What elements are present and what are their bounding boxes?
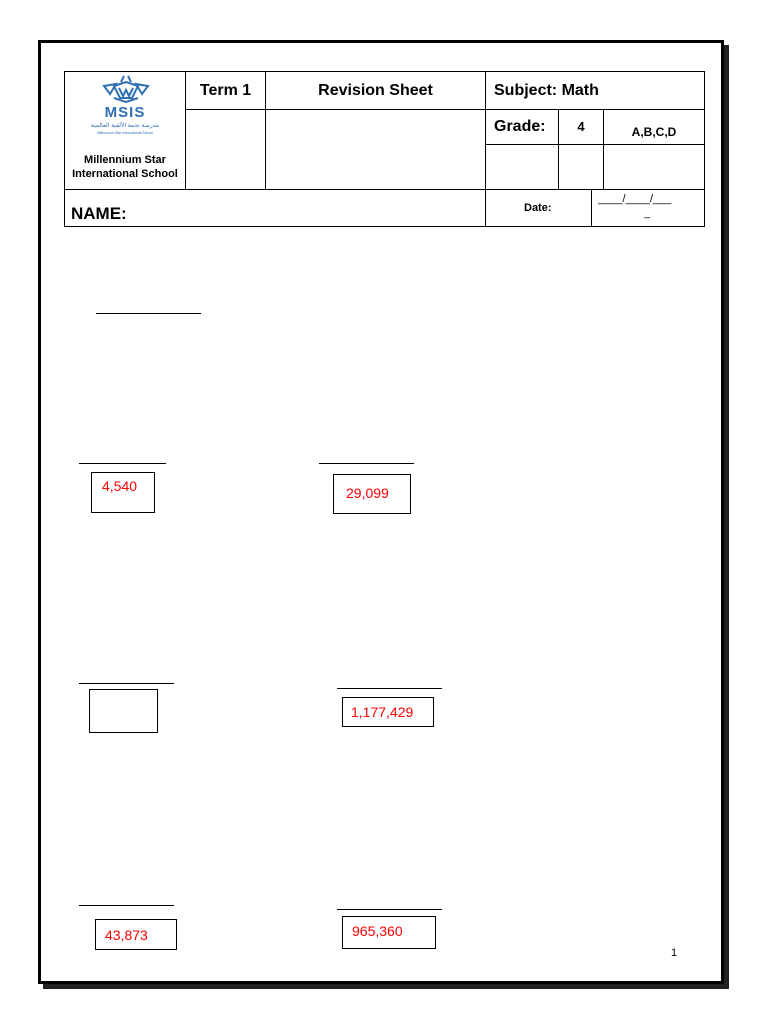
answer-value-5: 43,873: [105, 927, 148, 943]
logo-text: MSIS: [104, 104, 146, 121]
blank-line: [79, 463, 166, 464]
date-blank-line1: ____/____/___: [598, 193, 672, 205]
term-label: Term 1: [199, 82, 252, 99]
answer-value-6: 965,360: [352, 923, 403, 939]
blank-line: [337, 909, 442, 910]
term-cell: [185, 71, 266, 110]
subject-cell: [485, 71, 705, 110]
answer-box-1: [91, 472, 155, 513]
answer-value-1: 4,540: [102, 478, 138, 494]
answer-box-6: [342, 916, 436, 949]
school-name-line1: Millennium Star: [84, 154, 166, 166]
blank-line: [79, 683, 174, 684]
title-cell: [265, 71, 486, 110]
sections-cell: [603, 109, 705, 145]
grade-label: Grade:: [494, 118, 546, 135]
page-number: 1: [671, 947, 678, 959]
blank-line: [96, 313, 201, 314]
answer-box-5: [95, 919, 177, 950]
answer-value-2: 29,099: [346, 485, 389, 501]
answer-box-4: [342, 697, 434, 727]
blank-line: [319, 463, 414, 464]
logo-arabic-name: مدرسة نجمة الألفية العالمية: [90, 123, 160, 129]
blank-cell-3: [603, 144, 705, 190]
logo-cell: [64, 71, 186, 190]
blank-cell-2: [558, 144, 604, 190]
school-name-line2: International School: [72, 168, 178, 180]
name-label: NAME:: [71, 204, 127, 223]
blank-cell-1: [485, 144, 559, 190]
sections-value: A,B,C,D: [631, 125, 677, 139]
grade-value-cell: [558, 109, 604, 145]
grade-value: 4: [577, 119, 585, 134]
sheet-title: Revision Sheet: [318, 82, 433, 99]
date-blank-line2: _: [644, 207, 651, 219]
date-value-cell: [591, 189, 705, 227]
title-blank-cell: [265, 109, 486, 190]
logo-small-name: Millennium Star International School: [96, 131, 154, 135]
answer-value-4: 1,177,429: [351, 704, 414, 720]
header-table: [64, 71, 705, 227]
term-blank-cell: [185, 109, 266, 190]
name-cell: [64, 189, 486, 227]
blank-line: [79, 905, 174, 906]
subject-label: Subject: Math: [494, 82, 599, 99]
blank-line: [337, 688, 442, 689]
answer-box-3: [89, 689, 158, 733]
date-label-cell: [485, 189, 592, 227]
grade-label-cell: [485, 109, 559, 145]
answer-box-2: [333, 474, 411, 514]
date-label: Date:: [524, 202, 552, 214]
